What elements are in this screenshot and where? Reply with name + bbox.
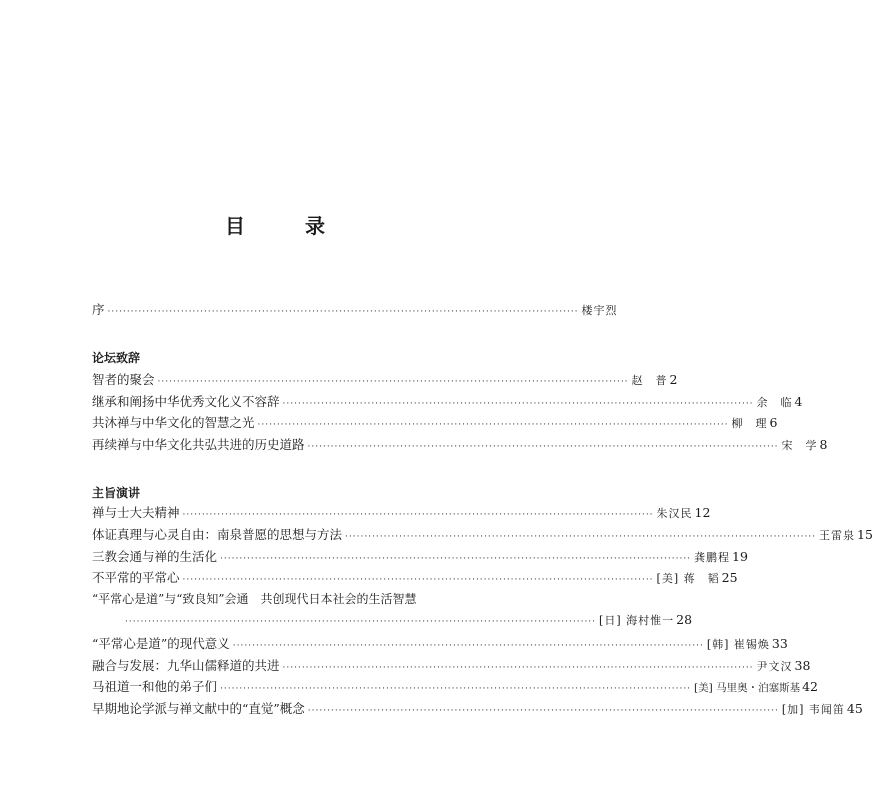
leader-dots: ··························································································································	[282, 398, 754, 409]
entry-author: 余 临	[756, 395, 793, 409]
entry-page: 19	[732, 548, 748, 564]
entry-title: 序	[92, 302, 105, 317]
page-title: 目 录	[225, 214, 345, 238]
entry-page: 4	[794, 393, 803, 409]
leader-dots: ··························································································································	[307, 442, 779, 453]
entry-author: [韩] 崔锡焕	[706, 637, 770, 651]
entry-title: 马祖道一和他的弟子们	[92, 679, 218, 695]
entry-title: 融合与发展：九华山儒释道的共进	[92, 657, 280, 673]
toc-entry[interactable]	[92, 568, 738, 590]
toc-entry[interactable]	[92, 677, 818, 699]
entry-title: 不平常的平常心	[92, 570, 180, 586]
toc-entry[interactable]	[92, 525, 873, 547]
toc-entry[interactable]	[92, 656, 811, 678]
toc-entry[interactable]	[92, 503, 711, 525]
section-heading: 论坛致辞	[92, 350, 141, 365]
leader-dots: ··························································································································	[182, 509, 654, 520]
entry-page: 15	[857, 526, 873, 542]
table-of-contents	[92, 300, 873, 721]
entry-author: [美] 马里奥・泊塞斯基	[694, 682, 801, 695]
entry-page: 2	[669, 371, 678, 387]
entry-title: 禅与士大夫精神	[92, 504, 180, 520]
entry-title: 共沐禅与中华文化的智慧之光	[92, 415, 255, 431]
entry-page: 33	[771, 635, 788, 651]
leader-dots: ··························································································································	[182, 575, 654, 586]
leader-dots: ··························································································································	[282, 662, 754, 673]
entry-author: 宋 学	[781, 439, 818, 453]
entry-author: [美] 蒋 韬	[656, 572, 720, 586]
toc-entry[interactable]	[92, 547, 748, 569]
entry-author: 楼宇烈	[581, 304, 618, 317]
entry-page: 8	[819, 437, 828, 453]
entry-page: 6	[769, 415, 778, 431]
leader-dots: ··························································································································	[220, 684, 692, 695]
leader-dots: ··························································································································	[157, 376, 629, 387]
entry-title: 再续禅与中华文化共弘共进的历史道路	[92, 437, 305, 453]
leader-dots: ··························································································································	[257, 420, 729, 431]
entry-title: “平常心是道”与“致良知”会通 共创现代日本社会的生活智慧	[92, 592, 417, 607]
entry-author: 赵 普	[631, 373, 668, 387]
leader-dots: ··························································································································	[220, 553, 692, 564]
toc-entry-preface[interactable]	[92, 300, 618, 322]
entry-author: 尹文汉	[756, 659, 793, 673]
leader-dots: ··························································································································	[125, 616, 597, 627]
toc-entry[interactable]	[92, 370, 678, 392]
entry-title: 智者的聚会	[92, 371, 155, 387]
leader-dots: ··························································································································	[232, 640, 704, 651]
section-heading: 主旨演讲	[92, 485, 141, 500]
leader-dots: ··························································································································	[107, 307, 579, 317]
entry-page: 45	[846, 701, 863, 717]
entry-title: 继承和阐扬中华优秀文化义不容辞	[92, 393, 280, 409]
entry-author: 龚鹏程	[694, 550, 731, 564]
entry-page: 12	[694, 504, 711, 520]
leader-dots: ··························································································································	[307, 706, 779, 717]
toc-entry[interactable]	[92, 634, 788, 656]
toc-entry[interactable]	[92, 699, 863, 721]
toc-entry-wrapped[interactable]	[92, 590, 486, 612]
toc-entry[interactable]	[92, 435, 828, 457]
entry-page: 38	[794, 657, 811, 673]
toc-entry[interactable]	[92, 392, 803, 414]
entry-title: 体证真理与心灵自由：南泉普愿的思想与方法	[92, 526, 343, 542]
toc-entry[interactable]	[92, 413, 778, 435]
entry-page: 25	[721, 570, 738, 586]
entry-title: 三教会通与禅的生活化	[92, 548, 218, 564]
entry-page: 42	[802, 679, 818, 695]
toc-entry-continuation[interactable]	[92, 611, 693, 634]
entry-author: 柳 理	[731, 417, 768, 431]
entry-page: 28	[676, 611, 693, 627]
entry-author: 王雷泉	[819, 528, 856, 542]
entry-author: 朱汉民	[656, 506, 693, 520]
entry-title: “平常心是道”的现代意义	[92, 635, 230, 651]
entry-author: [加] 韦闻笛	[781, 703, 845, 717]
entry-title: 早期地论学派与禅文献中的“直觉”概念	[92, 701, 305, 717]
leader-dots: ··························································································································	[345, 531, 817, 542]
entry-author: [日] 海村惟一	[599, 613, 675, 627]
